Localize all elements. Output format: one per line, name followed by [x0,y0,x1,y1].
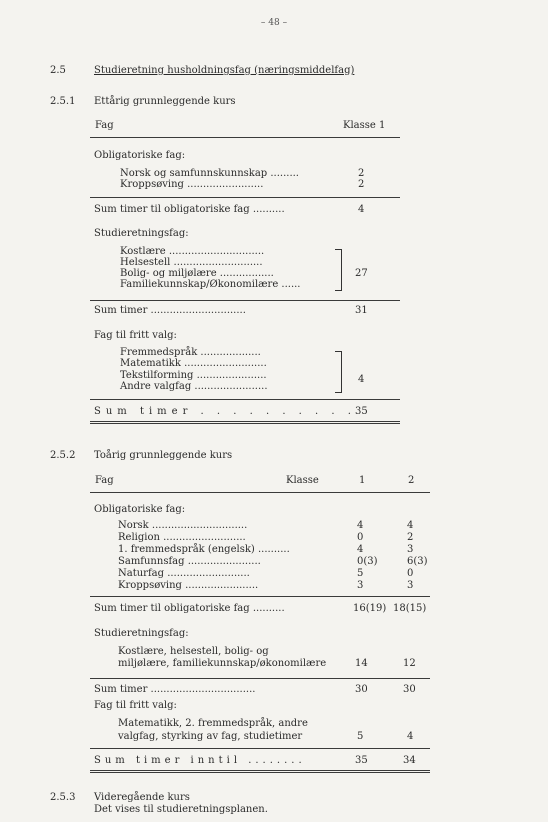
table-row-v1: 5 [357,568,364,579]
double-rule [90,770,430,771]
study-subjects-heading: Studieretningsfag: [94,228,189,239]
column-header-fag: Fag [95,120,114,131]
row-rule [90,399,400,400]
table-row-label: Norsk .............................. [118,520,248,531]
table-row-v2: 0 [407,568,414,579]
table-row-value: 2 [358,168,365,179]
column-header-fag: Fag [95,475,114,486]
table-row-label: Norsk og samfunnskunnskap ......... [120,168,299,179]
row-rule [90,678,430,679]
row-rule [90,596,430,597]
total-v1: 35 [355,755,368,766]
study-line: miljølære, familiekunnskap/økonomilære [118,658,327,669]
sum-obligatory-label: Sum timer til obligatoriske fag .......... [94,204,285,215]
total-label: Sum timer inntil ........ [94,755,306,766]
subsection-number: 2.5.2 [50,450,76,461]
subsection-title: Ettårig grunnleggende kurs [94,96,236,107]
row-rule [90,197,400,198]
page-number: – 48 – [260,18,288,28]
header-rule [90,492,430,493]
table-row-label: Samfunnsfag ....................... [118,556,261,567]
study-v2: 12 [403,658,416,669]
column-header-1: 1 [359,475,366,486]
sum-obligatory-v1: 16(19) [353,603,387,614]
column-header-klasse: Klasse 1 [343,120,386,131]
table-row-label: Kroppsøving ........................ [120,179,264,190]
row-rule [90,748,430,749]
column-header-2: 2 [408,475,415,486]
sum-timer-value: 31 [355,305,368,316]
sum-obligatory-label: Sum timer til obligatoriske fag .......... [94,603,285,614]
table-row-v1: 3 [357,580,364,591]
free-choice-line: valgfag, styrking av fag, studietimer [118,731,303,742]
table-row-value: 2 [358,179,365,190]
sum-timer-v2: 30 [403,684,416,695]
brace [335,351,342,393]
study-line: Kostlære, helsestell, bolig- og [118,646,269,657]
table-row-label: Kroppsøving ....................... [118,580,259,591]
sum-timer-v1: 30 [355,684,368,695]
subsection-number: 2.5.3 [50,792,76,803]
table-row-label: Naturfag .......................... [118,568,250,579]
table-row-label: 1. fremmedspråk (engelsk) .......... [118,544,290,555]
section-number: 2.5 [50,65,66,76]
brace [335,249,342,291]
sum-obligatory-v2: 18(15) [393,603,427,614]
study-row: Helsestell ............................ [120,257,263,268]
free-choice-value: 4 [358,374,365,385]
obligatory-heading: Obligatoriske fag: [94,504,186,515]
row-rule [90,300,400,301]
table-row-v1: 4 [357,544,364,555]
sum-timer-label: Sum timer ................................. [94,684,256,695]
free-choice-heading: Fag til fritt valg: [94,330,177,341]
study-row: Bolig- og miljølære ................. [120,268,274,279]
total-value: 35 [355,406,368,417]
free-choice-v2: 4 [407,731,414,742]
subsection-number: 2.5.1 [50,96,76,107]
sum-timer-label: Sum timer .............................. [94,305,246,316]
study-v1: 14 [355,658,368,669]
study-row: Kostlære .............................. [120,246,265,257]
double-rule [90,423,400,424]
subsection-text: Det vises til studieretningsplanen. [94,804,268,815]
header-rule [90,137,400,138]
subsection-title: Toårig grunnleggende kurs [94,450,233,461]
table-row-v2: 3 [407,544,414,555]
study-value: 27 [355,268,368,279]
table-row-v2: 6(3) [407,556,428,567]
table-row-label: Religion .......................... [118,532,246,543]
table-row-v2: 4 [407,520,414,531]
table-row-v2: 3 [407,580,414,591]
obligatory-heading: Obligatoriske fag: [94,150,186,161]
subsection-title: Videregående kurs [94,792,190,803]
double-rule [90,772,430,773]
table-row-v1: 4 [357,520,364,531]
total-label: Sum timer . . . . . . . . . . [94,406,356,417]
free-choice-line: Matematikk, 2. fremmedspråk, andre [118,718,308,729]
total-v2: 34 [403,755,416,766]
section-title: Studieretning husholdningsfag (næringsmiddelfag) [94,65,355,76]
table-row-v1: 0(3) [357,556,378,567]
table-row-v1: 0 [357,532,364,543]
free-choice-row: Matematikk .......................... [120,358,267,369]
study-subjects-heading: Studieretningsfag: [94,628,189,639]
column-header-klasse: Klasse [286,475,319,486]
free-choice-v1: 5 [357,731,364,742]
free-choice-row: Tekstilforming ...................... [120,370,267,381]
sum-obligatory-value: 4 [358,204,365,215]
double-rule [90,421,400,422]
table-row-v2: 2 [407,532,414,543]
study-row: Familiekunnskap/Økonomilære ...... [120,279,301,290]
free-choice-heading: Fag til fritt valg: [94,700,177,711]
free-choice-row: Fremmedspråk ................... [120,347,261,358]
free-choice-row: Andre valgfag ....................... [120,381,268,392]
